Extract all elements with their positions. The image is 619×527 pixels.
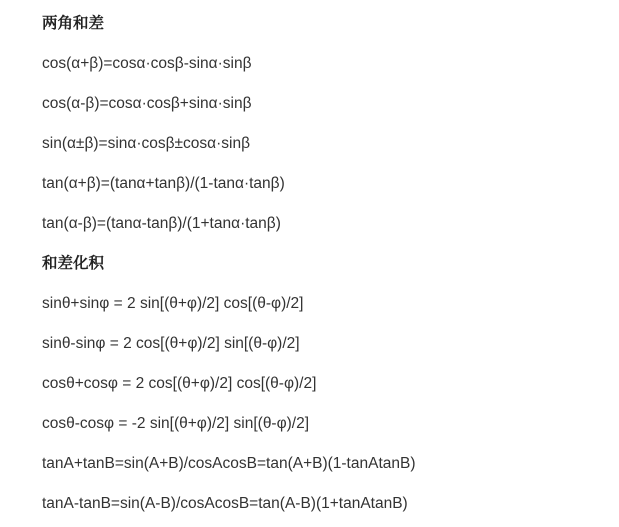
formula-line: cos(α+β)=cosα·cosβ-sinα·sinβ bbox=[42, 55, 252, 72]
formula-line: cosθ-cosφ = -2 sin[(θ+φ)/2] sin[(θ-φ)/2] bbox=[42, 415, 310, 432]
formula-line: sinθ-sinφ = 2 cos[(θ+φ)/2] sin[(θ-φ)/2] bbox=[42, 335, 300, 352]
formula-line: tanA+tanB=sin(A+B)/cosAcosB=tan(A+B)(1-tanAtanB) bbox=[42, 455, 416, 472]
formula-line: tanA-tanB=sin(A-B)/cosAcosB=tan(A-B)(1+tanAtanB) bbox=[42, 495, 408, 512]
formula-line: tan(α-β)=(tanα-tanβ)/(1+tanα·tanβ) bbox=[42, 215, 281, 232]
formula-line: sinθ+sinφ = 2 sin[(θ+φ)/2] cos[(θ-φ)/2] bbox=[42, 295, 304, 312]
section-heading-angle-sum-difference: 两角和差 bbox=[42, 15, 105, 32]
formula-line: cos(α-β)=cosα·cosβ+sinα·sinβ bbox=[42, 95, 252, 112]
formula-line: tan(α+β)=(tanα+tanβ)/(1-tanα·tanβ) bbox=[42, 175, 285, 192]
formula-line: sin(α±β)=sinα·cosβ±cosα·sinβ bbox=[42, 135, 251, 152]
section-heading-sum-to-product: 和差化积 bbox=[42, 255, 105, 272]
formula-line: cosθ+cosφ = 2 cos[(θ+φ)/2] cos[(θ-φ)/2] bbox=[42, 375, 317, 392]
